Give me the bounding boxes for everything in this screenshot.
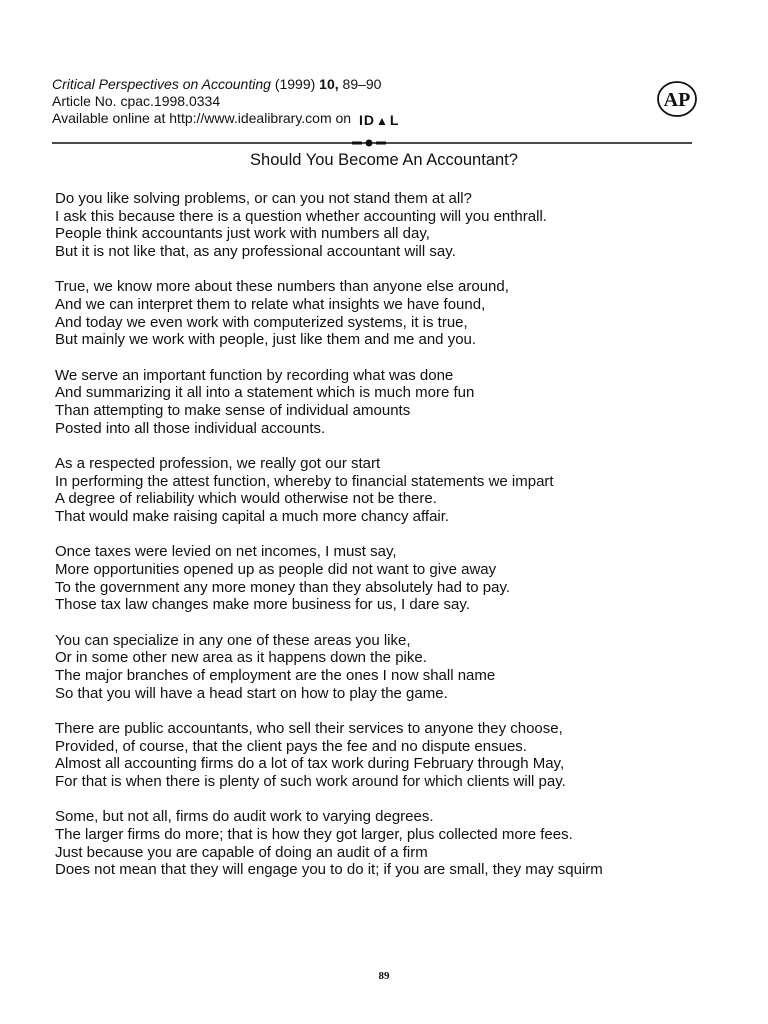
poem-line: And summarizing it all into a statement which is much more fun xyxy=(55,384,475,402)
header-divider-rule xyxy=(52,139,692,147)
poem-line: There are public accountants, who sell their services to anyone they choose, xyxy=(55,719,563,737)
poem-line: Once taxes were levied on net incomes, I must say, xyxy=(55,543,397,561)
poem-line: A degree of reliability which would otherwise not be there. xyxy=(55,490,437,508)
poem-line: But it is not like that, as any professional accountant will say. xyxy=(55,243,456,261)
journal-volume: 10, xyxy=(319,76,339,92)
poem-line: True, we know more about these numbers than anyone else around, xyxy=(55,278,509,296)
poem-line: The major branches of employment are the ones I now shall name xyxy=(55,666,496,684)
stanza xyxy=(55,808,715,879)
svg-text:AP: AP xyxy=(663,89,691,111)
citation-line xyxy=(52,76,399,93)
poem-line: More opportunities opened up as people did not want to give away xyxy=(55,560,497,578)
stanza xyxy=(55,720,715,791)
poem-line: Just because you are capable of doing an audit of a firm xyxy=(55,843,428,861)
stanza xyxy=(55,367,715,438)
poem-line: Does not mean that they will engage you to do it; if you are small, they may squirm xyxy=(55,861,603,879)
poem-line: Some, but not all, firms do audit work to varying degrees. xyxy=(55,808,434,826)
poem-line: And today we even work with computerized systems, it is true, xyxy=(55,313,468,331)
poem-line: Posted into all those individual accounts. xyxy=(55,419,326,437)
poem-line: To the government any more money than they absolutely had to pay. xyxy=(55,578,510,596)
ideal-logo: ID▲L xyxy=(358,112,400,128)
poem-line: So that you will have a head start on how to play the game. xyxy=(55,684,448,702)
article-number: Article No. cpac.1998.0334 xyxy=(52,93,221,109)
poem-line: Than attempting to make sense of individual amounts xyxy=(55,402,411,420)
poem-line: In performing the attest function, whereby to financial statements we impart xyxy=(55,472,554,490)
poem-line: Do you like solving problems, or can you not stand them at all? xyxy=(55,190,472,207)
poem-line: The larger firms do more; that is how they got larger, plus collected more fees. xyxy=(55,825,573,843)
ap-publisher-logo xyxy=(656,80,698,118)
poem-line: You can specialize in any one of these areas you like, xyxy=(55,631,411,649)
poem-line: People think accountants just work with numbers all day, xyxy=(55,225,430,243)
poem-line: We serve an important function by recording what was done xyxy=(55,366,454,384)
online-url-text: Available online at http://www.idealibrary.com on xyxy=(52,110,352,126)
journal-header xyxy=(52,76,399,130)
stanza xyxy=(55,190,715,261)
poem-line: Or in some other new area as it happens down the pike. xyxy=(55,649,427,667)
poem-body xyxy=(55,190,715,897)
stanza xyxy=(55,632,715,703)
poem-line: But mainly we work with people, just like them and me and you. xyxy=(55,331,477,349)
poem-line: Those tax law changes make more business for us, I dare say. xyxy=(55,596,470,614)
page-number: 89 xyxy=(378,970,390,982)
poem-title: Should You Become An Accountant? xyxy=(250,151,518,169)
journal-year: (1999) xyxy=(274,76,316,92)
online-availability xyxy=(52,110,399,130)
poem-line: I ask this because there is a question whether accounting will you enthrall. xyxy=(55,207,547,225)
poem-line: As a respected profession, we really got our start xyxy=(55,454,381,472)
stanza xyxy=(55,543,715,614)
poem-line: And we can interpret them to relate what insights we have found, xyxy=(55,296,486,314)
poem-line: For that is when there is plenty of such work around for which clients will pay. xyxy=(55,772,566,790)
stanza xyxy=(55,455,715,526)
poem-line: That would make raising capital a much more chancy affair. xyxy=(55,508,450,526)
poem-line: Provided, of course, that the client pays the fee and no dispute ensues. xyxy=(55,737,527,755)
journal-title: Critical Perspectives on Accounting xyxy=(52,76,271,92)
journal-pages: 89–90 xyxy=(342,76,382,92)
poem-line: Almost all accounting firms do a lot of tax work during February through May, xyxy=(55,755,565,773)
stanza xyxy=(55,278,715,349)
